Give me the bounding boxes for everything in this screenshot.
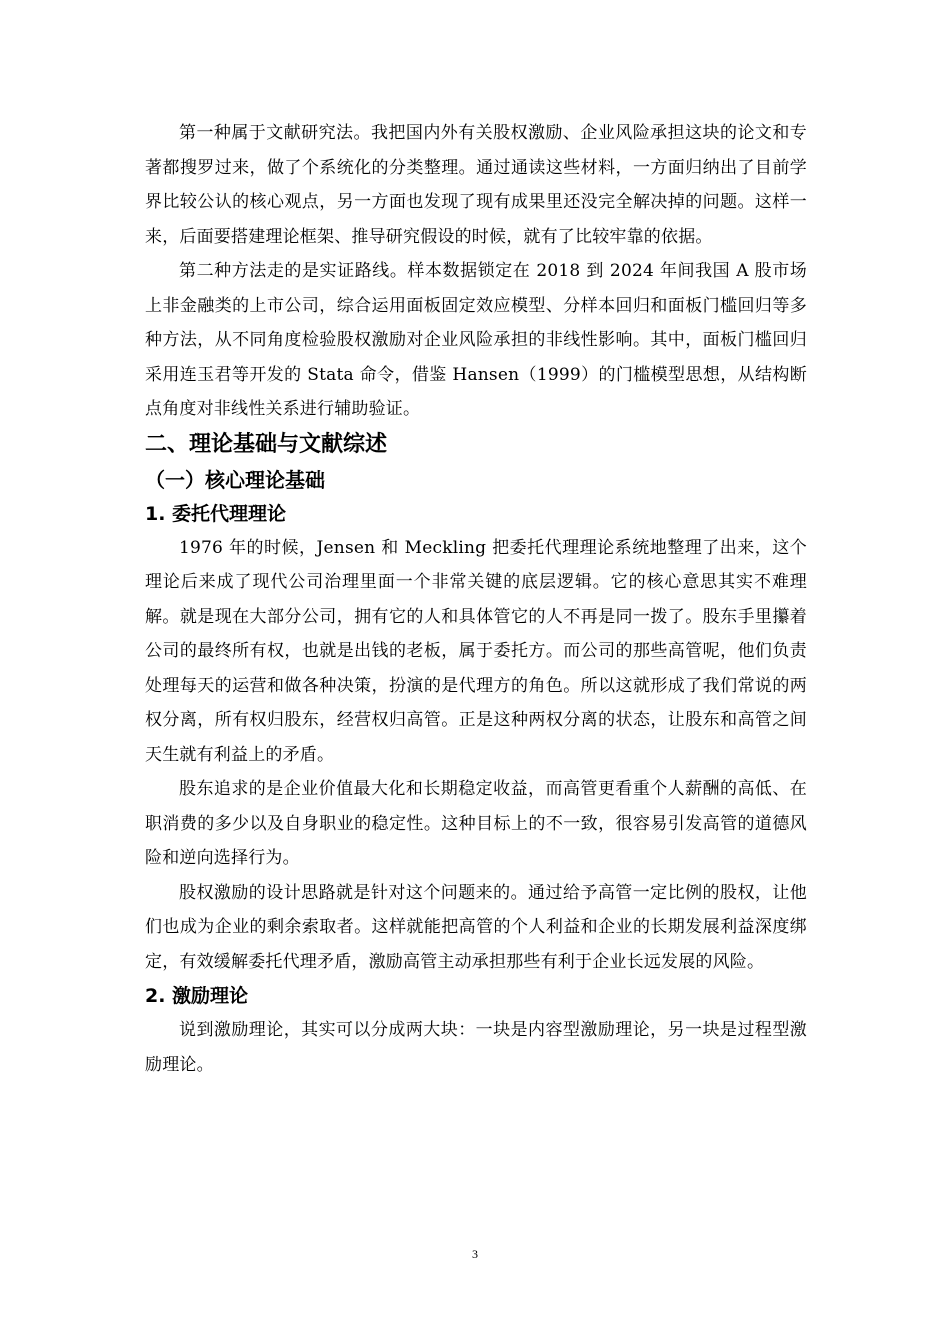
section-heading: 二、理论基础与文献综述 (145, 431, 388, 457)
paragraph-agency-3: 股权激励的设计思路就是针对这个问题来的。通过给予高管一定比例的股权，让他们也成为企业的剩余索取者。这样就能把高管的个人利益和企业的长期发展利益深度绑定，有效缓解委托代理矛盾，激励高管主动承担那些有利于企业长远发展的风险。 (145, 882, 807, 972)
paragraph-literature-method: 第一种属于文献研究法。我把国内外有关股权激励、企业风险承担这块的论文和专著都搜罗过来，做了个系统化的分类整理。通过通读这些材料，一方面归纳出了目前学界比较公认的核心观点，另一方面也发现了现有成果里还没完全解决掉的问题。这样一来，后面要搭建理论框架、推导研究假设的时候，就有了比较牢靠的依据。 (145, 123, 807, 247)
paragraph-incentive-1: 说到激励理论，其实可以分成两大块：一块是内容型激励理论，另一块是过程型激励理论。 (145, 1020, 807, 1075)
theory-heading-agency: 1. 委托代理理论 (145, 502, 287, 525)
paragraph-agency-2: 股东追求的是企业价值最大化和长期稳定收益，而高管更看重个人薪酬的高低、在职消费的多少以及自身职业的稳定性。这种目标上的不一致，很容易引发高管的道德风险和逆向选择行为。 (145, 779, 807, 868)
paragraph-empirical-method: 第二种方法走的是实证路线。样本数据锁定在 2018 到 2024 年间我国 A 股市场上非金融类的上市公司，综合运用面板固定效应模型、分样本回归和面板门槛回归等多种方法，从不同角度检验股权激励对企业风险承担的非线性影响。其中，面板门槛回归采用连玉君等开发的 Stata 命令，借鉴 Hansen（1999）的门槛模型思想，从结构断点角度对非线性关系进行辅助验证。 (145, 261, 807, 419)
page-number: 3 (472, 1247, 478, 1261)
subsection-heading: （一）核心理论基础 (145, 467, 325, 492)
page-content (145, 116, 807, 1082)
theory-heading-incentive: 2. 激励理论 (145, 985, 249, 1007)
paragraph-agency-1: 1976 年的时候，Jensen 和 Meckling 把委托代理理论系统地整理了出来，这个理论后来成了现代公司治理里面一个非常关键的底层逻辑。它的核心意思其实不难理解。就是现在大部分公司，拥有它的人和具体管它的人不再是同一拨了。股东手里攥着公司的最终所有权，也就是出钱的老板，属于委托方。而公司的那些高管呢，他们负责处理每天的运营和做各种决策，扮演的是代理方的角色。所以这就形成了我们常说的两权分离，所有权归股东，经营权归高管。正是这种两权分离的状态，让股东和高管之间天生就有利益上的矛盾。 (145, 537, 807, 765)
